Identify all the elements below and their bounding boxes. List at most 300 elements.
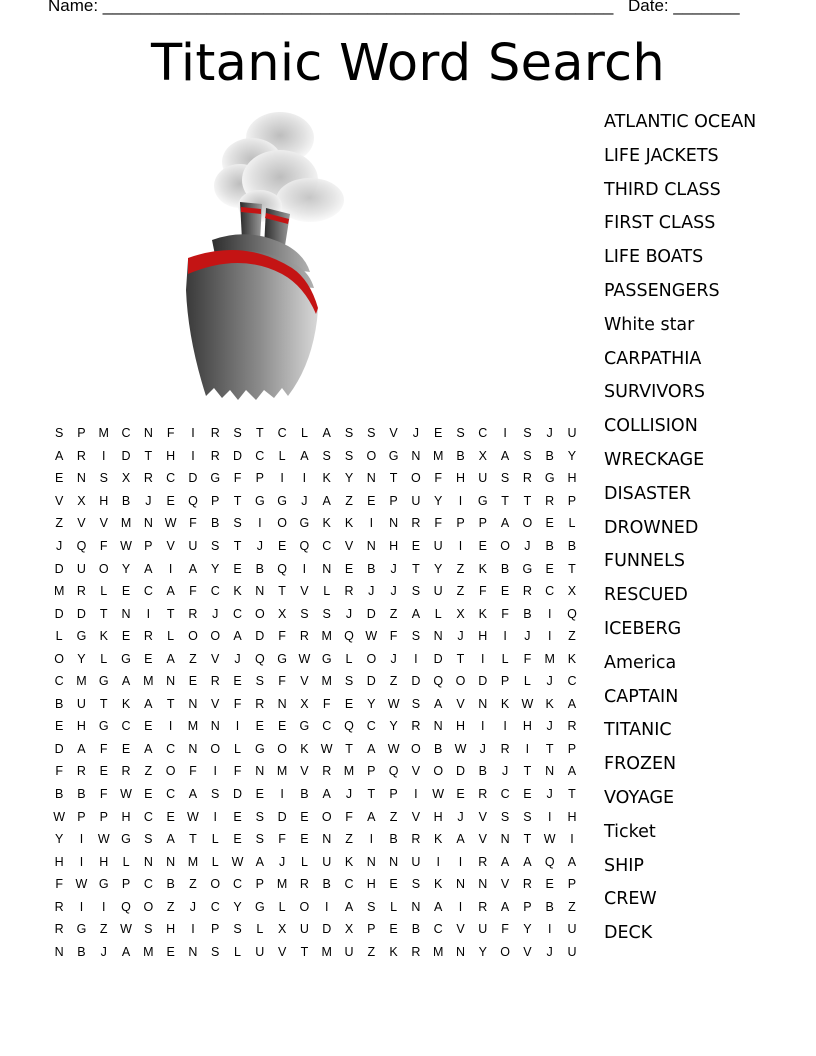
grid-cell[interactable]: N [411, 448, 421, 463]
grid-cell[interactable]: P [567, 741, 577, 756]
grid-cell[interactable]: A [434, 696, 443, 711]
grid-cell[interactable]: V [54, 493, 64, 508]
grid-cell[interactable]: D [54, 606, 64, 621]
grid-cell[interactable]: R [143, 471, 153, 486]
grid-cell[interactable]: P [255, 877, 264, 892]
grid-cell[interactable]: I [102, 899, 106, 914]
grid-cell[interactable]: G [98, 719, 109, 734]
grid-cell[interactable]: A [567, 854, 577, 869]
grid-cell[interactable]: O [433, 764, 444, 779]
grid-cell[interactable]: O [98, 561, 109, 576]
grid-cell[interactable]: I [280, 471, 284, 486]
grid-cell[interactable]: E [255, 787, 264, 802]
grid-cell[interactable]: Z [189, 877, 197, 892]
grid-cell[interactable]: U [188, 539, 198, 553]
grid-cell[interactable]: G [210, 471, 221, 486]
grid-cell[interactable]: F [523, 651, 532, 666]
grid-cell[interactable]: V [166, 539, 175, 553]
grid-cell[interactable]: F [189, 516, 197, 531]
grid-cell[interactable]: Y [211, 561, 220, 576]
grid-cell[interactable]: U [299, 922, 309, 937]
grid-cell[interactable]: I [168, 561, 173, 576]
grid-cell[interactable]: C [567, 674, 577, 689]
grid-cell[interactable]: U [567, 426, 577, 441]
grid-cell[interactable]: B [77, 787, 86, 802]
grid-cell[interactable]: T [545, 741, 554, 756]
grid-cell[interactable]: G [76, 922, 87, 937]
grid-cell[interactable]: B [545, 539, 554, 553]
grid-cell[interactable]: D [478, 674, 488, 689]
grid-cell[interactable]: I [213, 764, 217, 779]
grid-cell[interactable]: H [99, 854, 109, 869]
grid-cell[interactable]: T [99, 606, 108, 621]
grid-cell[interactable]: V [99, 516, 108, 531]
grid-cell[interactable]: L [434, 606, 442, 621]
grid-cell[interactable]: F [233, 471, 242, 486]
grid-cell[interactable]: F [278, 674, 286, 689]
grid-cell[interactable]: R [76, 584, 86, 599]
grid-cell[interactable]: K [389, 944, 398, 959]
grid-cell[interactable]: O [321, 809, 332, 824]
grid-cell[interactable]: B [121, 493, 131, 508]
grid-cell[interactable]: E [344, 561, 354, 576]
grid-cell[interactable]: E [456, 787, 465, 802]
grid-cell[interactable]: J [212, 606, 219, 621]
grid-cell[interactable]: O [210, 877, 221, 892]
grid-cell[interactable]: I [414, 787, 418, 802]
grid-cell[interactable]: L [234, 741, 241, 756]
grid-cell[interactable]: K [545, 696, 554, 711]
grid-cell[interactable]: J [390, 651, 397, 666]
grid-cell[interactable]: W [120, 922, 132, 937]
date-field[interactable]: Date: _______ [628, 0, 740, 15]
grid-cell[interactable]: P [367, 922, 376, 937]
grid-cell[interactable]: E [523, 787, 532, 802]
grid-cell[interactable]: P [523, 899, 532, 914]
grid-cell[interactable]: N [366, 471, 376, 486]
grid-cell[interactable]: R [411, 719, 421, 734]
grid-cell[interactable]: S [255, 809, 264, 824]
grid-cell[interactable]: T [456, 651, 465, 666]
grid-cell[interactable]: E [54, 719, 64, 734]
grid-cell[interactable]: Y [233, 899, 242, 914]
grid-cell[interactable]: J [546, 674, 553, 689]
grid-cell[interactable]: N [455, 944, 465, 959]
grid-cell[interactable]: L [100, 584, 108, 599]
grid-cell[interactable]: X [344, 922, 354, 937]
grid-cell[interactable]: A [144, 561, 153, 576]
grid-cell[interactable]: E [277, 539, 287, 553]
grid-cell[interactable]: R [143, 629, 153, 644]
grid-cell[interactable]: J [100, 944, 107, 959]
grid-cell[interactable]: S [322, 606, 331, 621]
grid-cell[interactable]: Q [567, 606, 577, 621]
grid-cell[interactable]: L [390, 899, 398, 914]
grid-cell[interactable]: A [500, 516, 510, 531]
grid-cell[interactable]: T [568, 561, 576, 576]
grid-cell[interactable]: F [99, 741, 108, 756]
grid-cell[interactable]: S [233, 426, 242, 441]
grid-cell[interactable]: I [102, 448, 106, 463]
grid-cell[interactable]: L [234, 944, 241, 959]
grid-cell[interactable]: C [143, 584, 153, 599]
grid-cell[interactable]: Q [188, 493, 198, 508]
grid-cell[interactable]: N [500, 832, 510, 847]
grid-cell[interactable]: M [544, 651, 555, 666]
grid-cell[interactable]: N [389, 854, 399, 869]
grid-cell[interactable]: I [547, 606, 552, 621]
grid-cell[interactable]: J [390, 584, 397, 599]
grid-cell[interactable]: C [210, 899, 220, 914]
grid-cell[interactable]: O [254, 606, 265, 621]
grid-cell[interactable]: E [121, 629, 131, 644]
grid-cell[interactable]: K [434, 877, 443, 892]
grid-cell[interactable]: O [277, 741, 287, 756]
grid-cell[interactable]: G [254, 899, 265, 914]
grid-cell[interactable]: D [277, 809, 287, 824]
grid-cell[interactable]: W [365, 629, 378, 644]
grid-cell[interactable]: D [188, 471, 198, 486]
grid-cell[interactable]: S [367, 899, 376, 914]
grid-cell[interactable]: N [366, 854, 376, 869]
grid-cell[interactable]: B [456, 448, 465, 463]
grid-cell[interactable]: D [54, 561, 64, 576]
grid-cell[interactable]: E [121, 741, 131, 756]
grid-cell[interactable]: O [522, 516, 533, 531]
grid-cell[interactable]: S [211, 944, 220, 959]
grid-cell[interactable]: N [188, 696, 198, 711]
grid-cell[interactable]: A [300, 448, 309, 463]
grid-cell[interactable]: J [457, 629, 464, 644]
grid-cell[interactable]: R [411, 832, 421, 847]
grid-cell[interactable]: S [144, 922, 153, 937]
grid-cell[interactable]: O [143, 899, 154, 914]
grid-cell[interactable]: I [302, 561, 307, 576]
grid-cell[interactable]: D [433, 651, 443, 666]
grid-cell[interactable]: T [233, 539, 242, 553]
grid-cell[interactable]: Y [389, 719, 398, 734]
grid-cell[interactable]: I [458, 539, 463, 553]
grid-cell[interactable]: E [545, 561, 554, 576]
grid-cell[interactable]: P [211, 493, 220, 508]
grid-cell[interactable]: I [191, 922, 195, 937]
grid-cell[interactable]: B [77, 944, 86, 959]
grid-cell[interactable]: B [300, 787, 309, 802]
grid-cell[interactable]: B [54, 696, 64, 711]
grid-cell[interactable]: J [479, 741, 486, 756]
grid-cell[interactable]: M [76, 674, 87, 689]
grid-cell[interactable]: X [121, 471, 131, 486]
grid-cell[interactable]: E [411, 539, 421, 553]
grid-cell[interactable]: A [188, 787, 198, 802]
grid-cell[interactable]: N [433, 629, 443, 644]
grid-cell[interactable]: S [322, 448, 331, 463]
grid-cell[interactable]: K [322, 471, 331, 486]
grid-cell[interactable]: C [166, 471, 176, 486]
grid-cell[interactable]: S [411, 877, 421, 892]
grid-cell[interactable]: S [500, 471, 510, 486]
grid-cell[interactable]: I [458, 493, 463, 508]
grid-cell[interactable]: S [367, 426, 376, 441]
grid-cell[interactable]: R [210, 426, 220, 441]
grid-cell[interactable]: I [503, 629, 507, 644]
grid-cell[interactable]: Q [254, 651, 265, 666]
grid-cell[interactable]: T [166, 606, 175, 621]
grid-cell[interactable]: N [455, 877, 465, 892]
grid-cell[interactable]: A [500, 448, 510, 463]
grid-cell[interactable]: M [343, 764, 355, 779]
grid-cell[interactable]: A [188, 561, 198, 576]
grid-cell[interactable]: U [478, 471, 488, 486]
grid-cell[interactable]: Z [144, 764, 153, 779]
grid-cell[interactable]: Z [166, 899, 175, 914]
grid-cell[interactable]: C [166, 741, 176, 756]
grid-cell[interactable]: R [188, 606, 198, 621]
grid-cell[interactable]: Q [277, 561, 287, 576]
grid-cell[interactable]: N [389, 516, 399, 531]
grid-cell[interactable]: W [187, 809, 199, 824]
grid-cell[interactable]: C [478, 426, 488, 441]
grid-cell[interactable]: R [567, 719, 577, 734]
grid-cell[interactable]: C [322, 539, 332, 553]
grid-cell[interactable]: N [478, 696, 488, 711]
grid-cell[interactable]: J [189, 899, 197, 914]
grid-cell[interactable]: C [344, 877, 354, 892]
grid-cell[interactable]: Q [121, 899, 131, 914]
grid-cell[interactable]: Y [434, 561, 443, 576]
grid-cell[interactable]: O [210, 629, 221, 644]
grid-cell[interactable]: G [321, 651, 332, 666]
grid-cell[interactable]: S [411, 584, 421, 599]
grid-cell[interactable]: M [432, 944, 444, 959]
grid-cell[interactable]: A [434, 899, 443, 914]
grid-cell[interactable]: J [546, 719, 553, 734]
grid-cell[interactable]: L [100, 651, 108, 666]
grid-cell[interactable]: B [434, 741, 443, 756]
grid-cell[interactable]: T [278, 584, 286, 599]
grid-cell[interactable]: D [322, 922, 332, 937]
grid-cell[interactable]: O [366, 448, 377, 463]
grid-cell[interactable]: J [234, 651, 241, 666]
grid-cell[interactable]: R [299, 629, 309, 644]
grid-cell[interactable]: V [344, 539, 354, 553]
grid-cell[interactable]: F [55, 877, 63, 892]
grid-cell[interactable]: X [77, 493, 86, 508]
grid-cell[interactable]: Q [544, 854, 555, 869]
grid-cell[interactable]: S [211, 787, 220, 802]
grid-cell[interactable]: V [456, 922, 465, 937]
grid-cell[interactable]: X [567, 584, 577, 599]
grid-cell[interactable]: A [322, 493, 331, 508]
grid-cell[interactable]: N [121, 606, 131, 621]
grid-cell[interactable]: A [523, 854, 532, 869]
grid-cell[interactable]: C [143, 809, 153, 824]
grid-cell[interactable]: I [79, 854, 84, 869]
grid-cell[interactable]: U [567, 944, 577, 959]
grid-cell[interactable]: U [433, 539, 443, 553]
grid-cell[interactable]: F [434, 516, 443, 531]
grid-cell[interactable]: W [454, 741, 467, 756]
grid-cell[interactable]: K [344, 854, 354, 869]
grid-cell[interactable]: X [456, 606, 465, 621]
grid-cell[interactable]: J [546, 426, 553, 441]
grid-cell[interactable]: V [389, 426, 398, 441]
grid-cell[interactable]: D [76, 606, 86, 621]
grid-cell[interactable]: X [478, 448, 487, 463]
grid-cell[interactable]: K [478, 606, 487, 621]
grid-cell[interactable]: J [524, 539, 531, 553]
grid-cell[interactable]: L [122, 854, 130, 869]
grid-cell[interactable]: V [500, 877, 510, 892]
grid-cell[interactable]: R [322, 764, 332, 779]
grid-cell[interactable]: E [478, 539, 487, 553]
grid-cell[interactable]: F [189, 764, 197, 779]
grid-cell[interactable]: N [76, 471, 86, 486]
grid-cell[interactable]: N [143, 426, 153, 441]
grid-cell[interactable]: A [77, 741, 86, 756]
grid-cell[interactable]: D [233, 787, 243, 802]
grid-cell[interactable]: U [478, 922, 488, 937]
grid-cell[interactable]: R [121, 764, 131, 779]
grid-cell[interactable]: Y [367, 696, 376, 711]
grid-cell[interactable]: Y [121, 561, 131, 576]
grid-cell[interactable]: Z [345, 493, 353, 508]
grid-cell[interactable]: I [191, 426, 195, 441]
grid-cell[interactable]: Y [567, 448, 577, 463]
grid-cell[interactable]: W [120, 539, 132, 553]
grid-cell[interactable]: H [478, 629, 488, 644]
grid-cell[interactable]: D [255, 629, 265, 644]
grid-cell[interactable]: R [411, 516, 421, 531]
grid-cell[interactable]: F [389, 629, 398, 644]
grid-cell[interactable]: U [567, 922, 577, 937]
grid-cell[interactable]: J [278, 854, 286, 869]
grid-cell[interactable]: I [302, 471, 307, 486]
grid-cell[interactable]: V [478, 832, 487, 847]
grid-cell[interactable]: T [412, 561, 420, 576]
grid-cell[interactable]: S [255, 832, 264, 847]
grid-cell[interactable]: I [146, 606, 151, 621]
grid-cell[interactable]: A [344, 899, 354, 914]
grid-cell[interactable]: Z [568, 899, 576, 914]
grid-cell[interactable]: V [300, 674, 309, 689]
grid-cell[interactable]: E [389, 877, 398, 892]
grid-cell[interactable]: F [166, 426, 175, 441]
grid-cell[interactable]: R [299, 877, 309, 892]
grid-cell[interactable]: B [545, 448, 554, 463]
grid-cell[interactable]: V [478, 809, 487, 824]
grid-cell[interactable]: A [367, 809, 376, 824]
grid-cell[interactable]: W [320, 741, 333, 756]
grid-cell[interactable]: S [344, 448, 354, 463]
grid-cell[interactable]: A [411, 606, 421, 621]
grid-cell[interactable]: U [411, 493, 421, 508]
grid-cell[interactable]: E [144, 719, 153, 734]
grid-cell[interactable]: E [233, 561, 242, 576]
grid-cell[interactable]: M [321, 629, 332, 644]
grid-cell[interactable]: R [210, 674, 220, 689]
grid-cell[interactable]: S [500, 809, 510, 824]
grid-cell[interactable]: M [187, 719, 199, 734]
grid-cell[interactable]: M [276, 877, 288, 892]
grid-cell[interactable]: N [210, 719, 220, 734]
grid-cell[interactable]: L [55, 629, 63, 644]
grid-cell[interactable]: M [432, 448, 444, 463]
grid-cell[interactable]: Y [434, 493, 443, 508]
grid-cell[interactable]: U [76, 561, 86, 576]
grid-cell[interactable]: E [367, 493, 376, 508]
grid-cell[interactable]: W [120, 787, 132, 802]
grid-cell[interactable]: A [166, 832, 175, 847]
grid-cell[interactable]: V [211, 651, 220, 666]
grid-cell[interactable]: W [97, 832, 110, 847]
grid-cell[interactable]: E [233, 674, 242, 689]
grid-cell[interactable]: L [167, 629, 175, 644]
grid-cell[interactable]: R [255, 696, 265, 711]
grid-cell[interactable]: L [256, 922, 264, 937]
grid-cell[interactable]: E [434, 426, 443, 441]
grid-cell[interactable]: S [233, 922, 242, 937]
grid-cell[interactable]: A [144, 741, 153, 756]
grid-cell[interactable]: E [144, 787, 153, 802]
grid-cell[interactable]: I [503, 719, 507, 734]
grid-cell[interactable]: U [344, 944, 354, 959]
grid-cell[interactable]: R [545, 493, 555, 508]
grid-cell[interactable]: U [322, 854, 332, 869]
grid-cell[interactable]: L [211, 854, 219, 869]
grid-cell[interactable]: I [414, 651, 418, 666]
grid-cell[interactable]: W [543, 832, 556, 847]
grid-cell[interactable]: C [54, 674, 64, 689]
grid-cell[interactable]: N [478, 877, 488, 892]
grid-cell[interactable]: P [478, 516, 487, 531]
grid-cell[interactable]: P [367, 764, 376, 779]
grid-cell[interactable]: J [546, 787, 553, 802]
grid-cell[interactable]: Q [433, 674, 444, 689]
grid-cell[interactable]: F [233, 696, 242, 711]
grid-cell[interactable]: E [344, 696, 354, 711]
name-field[interactable]: Name: ______________________________________________________ [48, 0, 614, 15]
grid-cell[interactable]: U [255, 944, 265, 959]
grid-cell[interactable]: R [210, 448, 220, 463]
grid-cell[interactable]: R [344, 584, 354, 599]
grid-cell[interactable]: T [233, 493, 242, 508]
grid-cell[interactable]: E [233, 832, 242, 847]
grid-cell[interactable]: S [344, 426, 354, 441]
grid-cell[interactable]: R [478, 899, 488, 914]
grid-cell[interactable]: R [54, 899, 64, 914]
grid-cell[interactable]: G [477, 493, 488, 508]
grid-cell[interactable]: P [567, 877, 577, 892]
grid-cell[interactable]: H [366, 877, 376, 892]
grid-cell[interactable]: C [210, 584, 220, 599]
grid-cell[interactable]: D [233, 448, 243, 463]
grid-cell[interactable]: E [99, 764, 108, 779]
grid-cell[interactable]: E [300, 809, 309, 824]
grid-cell[interactable]: O [277, 516, 287, 531]
grid-cell[interactable]: M [98, 426, 109, 441]
grid-cell[interactable]: R [522, 584, 532, 599]
grid-cell[interactable]: L [278, 899, 286, 914]
grid-cell[interactable]: G [277, 493, 287, 508]
grid-cell[interactable]: E [255, 719, 264, 734]
grid-cell[interactable]: X [277, 606, 287, 621]
grid-cell[interactable]: L [300, 426, 308, 441]
grid-cell[interactable]: F [501, 606, 509, 621]
grid-cell[interactable]: T [144, 448, 153, 463]
grid-cell[interactable]: S [255, 674, 264, 689]
grid-cell[interactable]: C [143, 877, 153, 892]
